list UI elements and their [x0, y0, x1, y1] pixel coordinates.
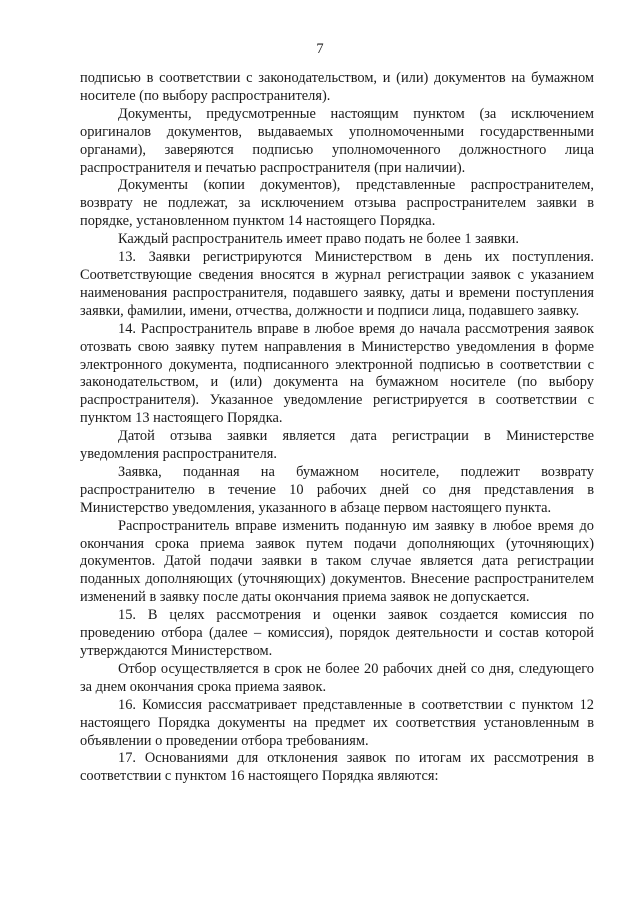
paragraph-continuation: подписью в соответствии с законодательством, и (или) документов на бумажном носителе (по выбору распространителя). — [80, 70, 594, 104]
paragraph-item-14: 14. Распространитель вправе в любое время до начала рассмотрения заявок отозвать свою заявку путем направления в Министерство уведомления в форме электронного документа, подписанного электронной подписью в соответствии с законодательством, и (или) документа на бумажном носителе (по выбору распространителя). Указанное уведомление регистрируется в соответствии с пунктом 13 настоящего Порядка. — [80, 320, 594, 427]
paragraph: Каждый распространитель имеет право подать не более 1 заявки. — [118, 231, 519, 248]
paragraph: Документы (копии документов), представленные распространителем, возврату не подлежат, за исключением отзыва распространителем заявки в порядке, установленном пунктом 14 настоящего Порядка. — [80, 177, 594, 230]
paragraph-item-16: 16. Комиссия рассматривает представленные в соответствии с пунктом 12 настоящего Порядка документы на предмет их соответствия установленным в объявлении о проведении отбора требованиям. — [80, 696, 594, 749]
document-body — [80, 70, 594, 786]
paragraph-item-17: 17. Основаниями для отклонения заявок по итогам их рассмотрения в соответствии с пунктом 16 настоящего Порядка являются: — [80, 750, 594, 785]
paragraph-item-15: 15. В целях рассмотрения и оценки заявок создается комиссия по проведению отбора (далее – комиссия), порядок деятельности и состав которой утверждаются Министерством. — [80, 607, 594, 659]
paragraph: Документы, предусмотренные настоящим пунктом (за исключением оригиналов документов, выдаваемых уполномоченными государственными органами), заверяются подписью уполномоченного должностного лица распространителя и печатью распространителя (при наличии). — [80, 105, 594, 176]
paragraph: Отбор осуществляется в срок не более 20 рабочих дней со дня, следующего за днем окончания срока приема заявок. — [80, 660, 594, 695]
paragraph-item-13: 13. Заявки регистрируются Министерством в день их поступления. Соответствующие сведения вносятся в журнал регистрации заявок с указанием наименования распространителя, подавшего заявку, даты и времени поступления заявки, фамилии, имени, отчества, должности и подписи лица, подавшего заявку. — [80, 249, 594, 319]
paragraph: Датой отзыва заявки является дата регистрации в Министерстве уведомления распространителя. — [80, 428, 594, 463]
page-number: 7 — [316, 41, 324, 57]
paragraph: Заявка, поданная на бумажном носителе, подлежит возврату распространителю в течение 10 рабочих дней со дня представления в Министерство уведомления, указанного в абзаце первом настоящего пункта. — [80, 463, 594, 516]
paragraph: Распространитель вправе изменить поданную им заявку в любое время до окончания срока приема заявок путем подачи дополняющих (уточняющих) документов. Датой подачи заявки в таком случае является дата регистрации поданных дополняющих (уточняющих) документов. Внесение распространителем изменений в заявку после даты окончания приема заявок не допускается. — [80, 517, 594, 606]
